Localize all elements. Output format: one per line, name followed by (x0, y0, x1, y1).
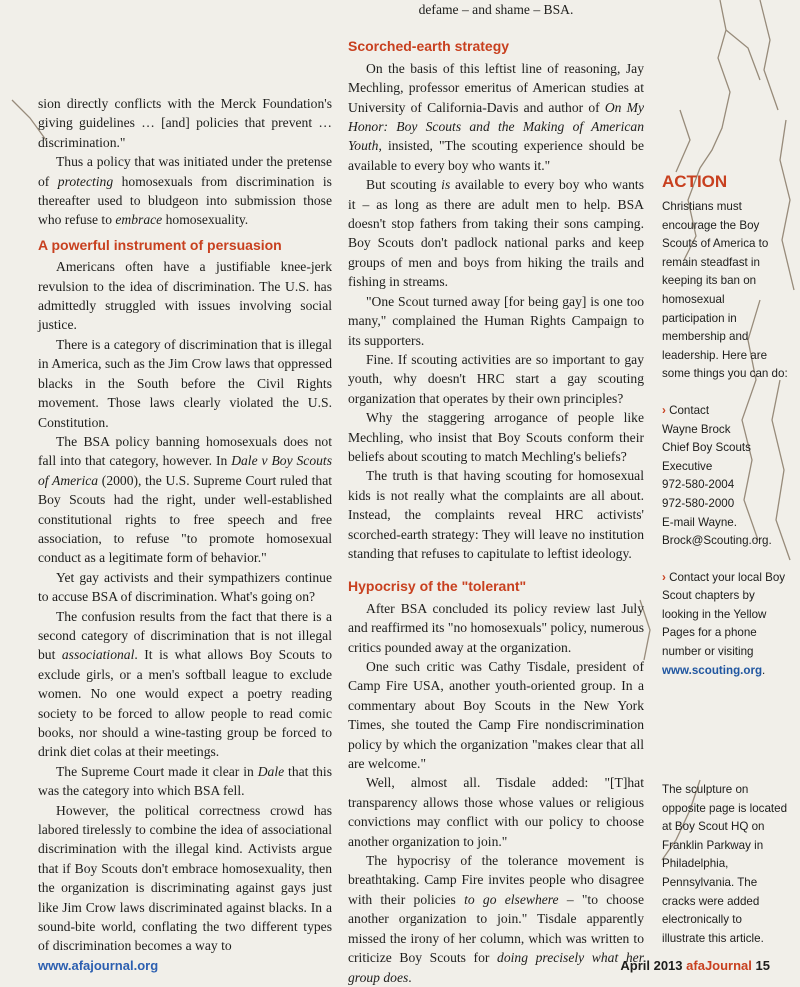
paragraph: The Supreme Court made it clear in Dale that this was the category into which BSA fell. (38, 763, 332, 799)
action-item-local: › Contact your local Boy Scout chapters by looking in the Yellow Pages for a phone number or visiting www.scouting.org. (662, 570, 786, 677)
section-heading: Hypocrisy of the "tolerant" (348, 578, 527, 595)
left-column (38, 94, 332, 956)
page-footer (0, 950, 800, 986)
paragraph: However, the political correctness crowd has labored tirelessly to combine the idea of associational discrimination with the illegal kind. Activists argue that if Boy Scouts don't embrace homosexuality, then the organization is discriminating against gays just like Jim Crow laws discriminated against blacks. In a sound-bite world, conflating the two different types of discrimination becomes a way to (38, 802, 332, 954)
paragraph: The truth is that having scouting for homosexual kids is not really what the complaints are all about. Instead, the complaints reveal HRC activists' scorched-earth strategy: They will leave no institution standing that refuses to capitulate to leftist ideology. (348, 468, 644, 561)
action-intro: Christians must encourage the Boy Scouts of America to remain steadfast in keeping its ban on homosexual participation in membership and leadership. Here are some things you can do: (662, 200, 788, 381)
paragraph: The confusion results from the fact that there is a second category of discrimination that is not illegal but associational. It is what allows Boy Scouts to exclude girls, or a men's softball league to exclude women. No one would expect a poetry reading society to be forced to allow people to read comic books, nor should a wine-tasting group be forced to drink diet colas at their meetings. (38, 608, 332, 760)
action-sidebar (662, 172, 788, 680)
paragraph: Americans often have a justifiable knee-jerk revulsion to the idea of discrimination. The U.S. has admittedly struggled with issues involving social justice. (38, 259, 332, 333)
paragraph: The BSA policy banning homosexuals does not fall into that category, however. In Dale v Boy Scouts of America (2000), the U.S. Supreme Court ruled that Boy Scouts had the right, under well-established constitutional rights to free speech and free association, to refuse "to promote homosexual conduct as a legitimate form of behavior." (38, 433, 333, 566)
paragraph: "One Scout turned away [for being gay] is one too many," complained the Human Rights Campaign to its supporters. (348, 293, 644, 348)
middle-column (348, 0, 644, 987)
image-caption: The sculpture on opposite page is located at Boy Scout HQ on Franklin Parkway in Philadelphia, Pennsylvania. The cracks were added electronically to illustrate this article. (662, 783, 788, 945)
page-number: 15 (755, 958, 770, 973)
footer-url[interactable]: www.afajournal.org (38, 958, 159, 973)
paragraph: defame – and shame – BSA. (418, 2, 574, 17)
paragraph: One such critic was Cathy Tisdale, president of Camp Fire USA, another youth-oriented group. In a commentary about Boy Scouts in the New York Times, she touted the Camp Fire nondiscrimination policy by which the organization "makes clear that all are welcome." (348, 659, 644, 772)
email-link[interactable]: E-mail Wayne. Brock@Scouting.org. (662, 515, 772, 548)
paragraph: Fine. If scouting activities are so important to gay youth, why doesn't HRC start a gay scouting organization that operates by their own principles? (348, 351, 644, 406)
action-item-contact: › Contact Wayne Brock Chief Boy Scouts Executive 972-580-2004 972-580-2000 E-mail Wayne. Brock@Scouting.org. (662, 403, 772, 548)
section-heading: Scorched-earth strategy (348, 38, 510, 55)
footer-folio: April 2013 afaJournal 15 (620, 958, 770, 973)
arrow-icon: › (662, 570, 666, 584)
paragraph: There is a category of discrimination that is illegal in America, such as the Jim Crow laws that oppressed blacks in the South before the Civil Rights movement. Those laws clearly violated the U.S. Constitution. (38, 336, 332, 430)
paragraph: After BSA concluded its policy review last July and reaffirmed its "no homosexuals" policy, numerous critics pounded away at the organization. (348, 600, 644, 655)
paragraph: Yet gay activists and their sympathizers continue to accuse BSA of discrimination. What's going on? (38, 569, 332, 605)
journal-brand: afaJournal (686, 958, 752, 973)
paragraph: But scouting is available to every boy who wants it – as long as there are adult men to help. BSA doesn't stop fathers from taking their sons camping. Boy Scouts don't padlock national parks and keep groups of men and boys from hiking the trails and fishing in streams. (348, 177, 644, 290)
section-heading: A powerful instrument of persuasion (38, 236, 282, 253)
paragraph: Thus a policy that was initiated under the pretense of protecting homosexuals from discrimination is thereafter used to bludgeon into submission those who refuse to embrace homosexuality. (38, 154, 332, 228)
paragraph: Well, almost all. Tisdale added: "[T]hat transparency allows those whose values or religious convictions may conflict with our policy to choose another organization to join." (348, 775, 644, 849)
action-title: ACTION (662, 172, 728, 191)
arrow-icon: › (662, 403, 666, 417)
paragraph: The hypocrisy of the tolerance movement is breathtaking. Camp Fire invites people who disagree with their policies to go elsewhere – "to choose another organization to join." Tisdale apparently missed the irony of her column, which was written to criticize Boy Scouts for doing precisely what her group does. (348, 853, 644, 985)
paragraph: sion directly conflicts with the Merck Foundation's giving guidelines … [and] policies that prevent … discrimination." (38, 96, 332, 150)
scouting-link[interactable]: www.scouting.org (662, 663, 763, 677)
paragraph: On the basis of this leftist line of reasoning, Jay Mechling, professor emeritus of American studies at University of California-Davis and author of On My Honor: Boy Scouts and the Making of American Youth, insisted, "The scouting experience should be available to every boy who wants it." (348, 60, 644, 173)
paragraph: Why the staggering arrogance of people like Mechling, who insist that Boy Scouts conform their beliefs about scouting to match Mechling's beliefs? (348, 410, 644, 464)
